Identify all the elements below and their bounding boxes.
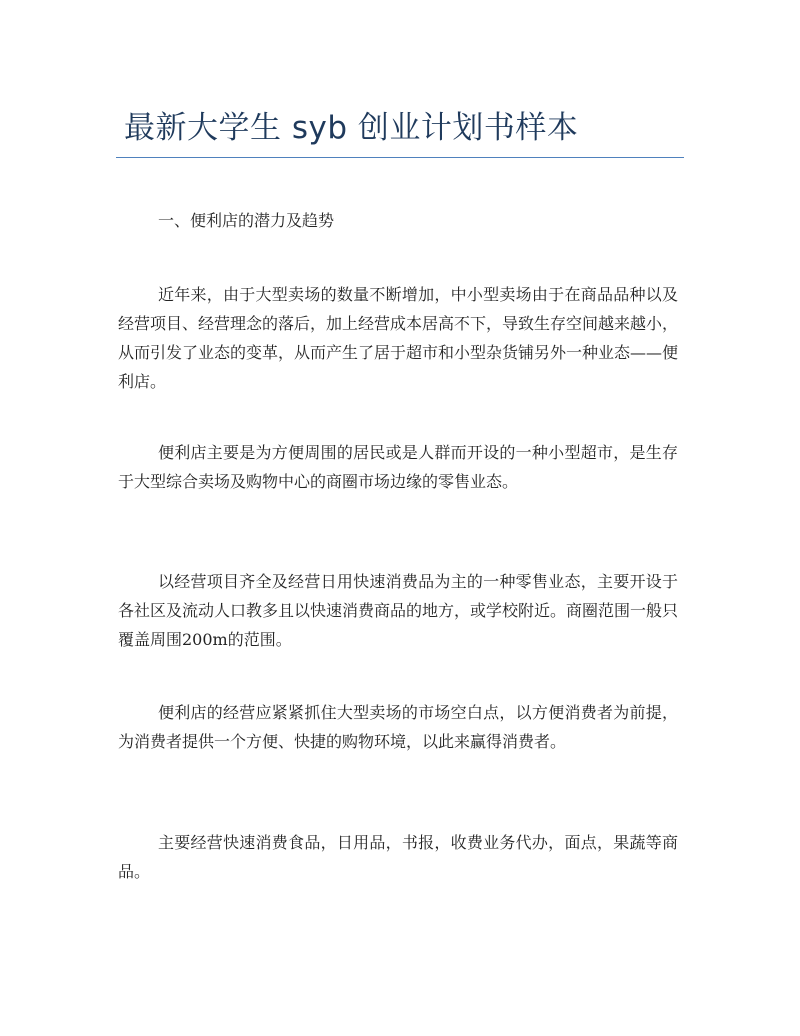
paragraph-4: 便利店的经营应紧紧抓住大型卖场的市场空白点，以方便消费者为前提，为消费者提供一个方便、快捷的购物环境，以此来赢得消费者。	[118, 703, 678, 751]
paragraph-5: 主要经营快速消费食品，日用品，书报，收费业务代办，面点，果蔬等商品。	[118, 833, 678, 881]
title-underline-rule	[116, 157, 684, 158]
section-heading: 一、便利店的潜力及趋势	[158, 211, 335, 230]
document-title: 最新大学生 syb 创业计划书样本	[124, 110, 579, 146]
paragraph-2: 便利店主要是为方便周围的居民或是人群而开设的一种小型超市，是生存于大型综合卖场及购物中心的商圈市场边缘的零售业态。	[118, 443, 678, 491]
paragraph-3: 以经营项目齐全及经营日用快速消费品为主的一种零售业态，主要开设于各社区及流动人口教多且以快速消费商品的地方，或学校附近。商圈范围一般只覆盖周围200m的范围。	[118, 572, 679, 649]
paragraph-1: 近年来，由于大型卖场的数量不断增加，中小型卖场由于在商品品种以及经营项目、经营理念的落后，加上经营成本居高不下，导致生存空间越来越小，从而引发了业态的变革，从而产生了居于超市和小型杂货铺另外一种业态——便利店。	[118, 285, 679, 391]
